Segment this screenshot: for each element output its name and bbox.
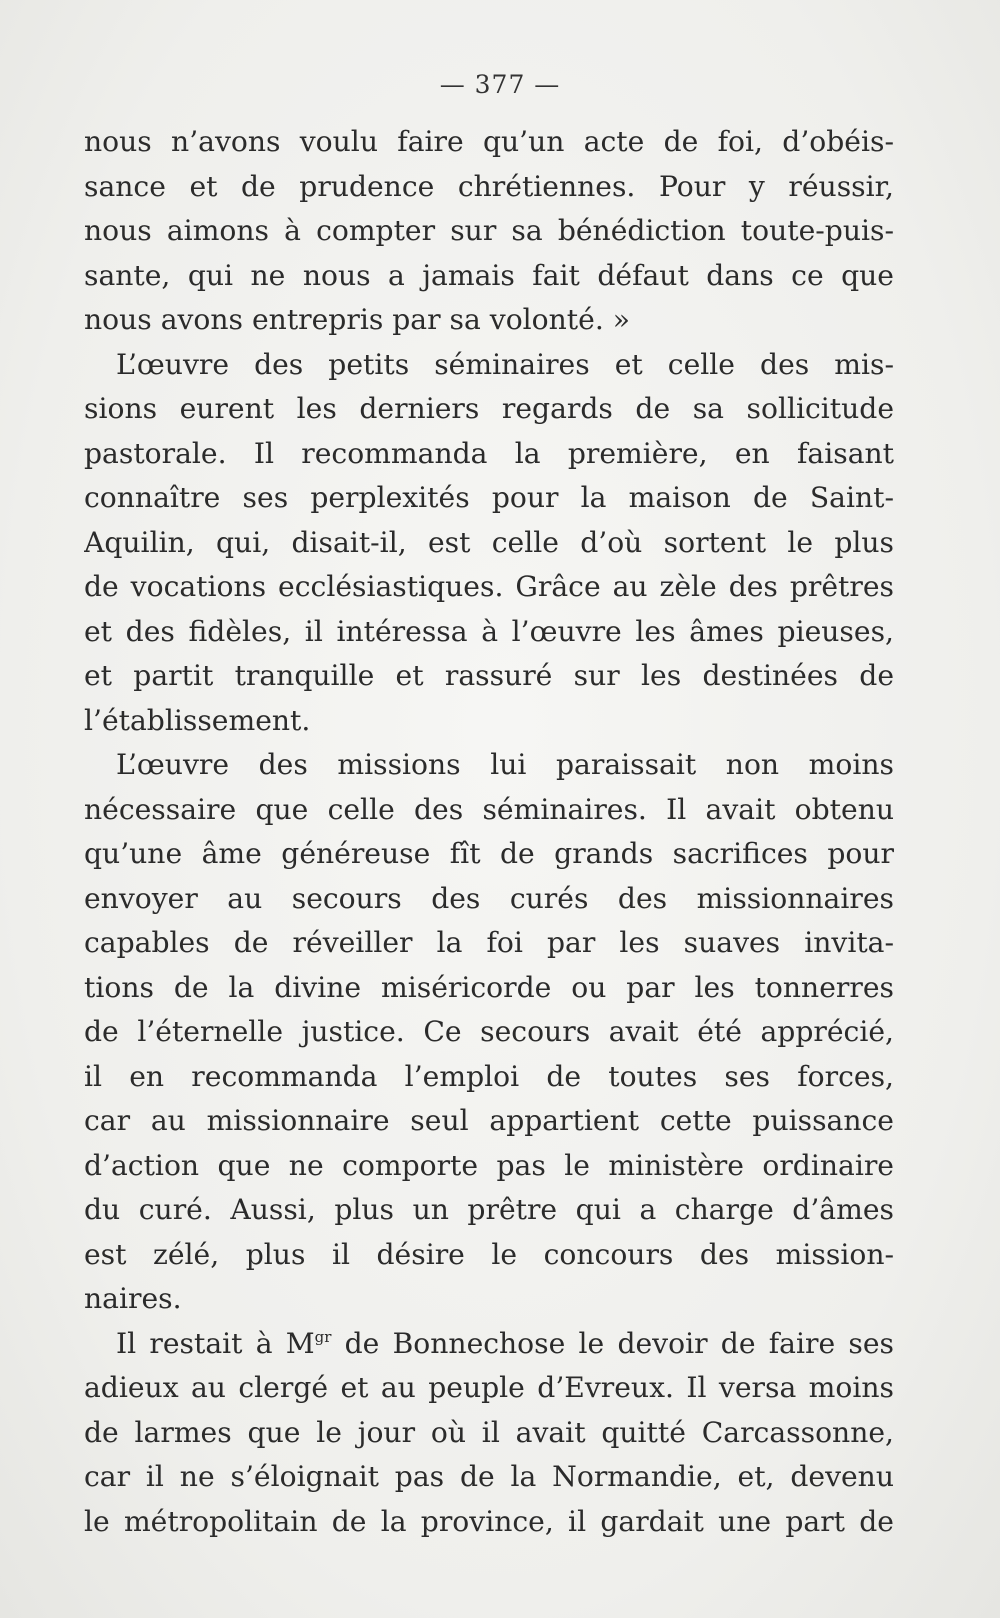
text-line-part: de Bonnechose le devoir de faire ses bbox=[331, 1326, 894, 1360]
text-line bbox=[84, 1322, 894, 1367]
superscript-abbrev: gr bbox=[314, 1327, 332, 1346]
text-line-part: Il restait à M bbox=[116, 1326, 315, 1360]
text-line: d’action que ne comporte pas le ministère ordinaire bbox=[84, 1148, 894, 1182]
text-line: sance et de prudence chrétiennes. Pour y réussir, bbox=[84, 169, 894, 203]
text-line: adieux au clergé et au peuple d’Evreux. Il versa moins bbox=[84, 1371, 894, 1404]
text-line: pastorale. Il recommanda la première, en faisant bbox=[84, 436, 894, 470]
text-line: nécessaire que celle des séminaires. Il avait obtenu bbox=[84, 792, 894, 826]
text-line: L’œuvre des petits séminaires et celle des mis- bbox=[116, 347, 894, 381]
text-line: il en recommanda l’emploi de toutes ses forces, bbox=[84, 1059, 894, 1093]
text-line: tions de la divine miséricorde ou par les tonnerres bbox=[84, 970, 894, 1004]
text-line: sante, qui ne nous a jamais fait défaut dans ce que bbox=[84, 258, 894, 292]
text-line: nous n’avons voulu faire qu’un acte de foi, d’obéis- bbox=[84, 125, 894, 158]
text-line: de l’éternelle justice. Ce secours avait été apprécié, bbox=[84, 1015, 894, 1048]
text-line: naires. bbox=[84, 1282, 182, 1315]
text-line: l’établissement. bbox=[84, 703, 311, 737]
text-line: car il ne s’éloignait pas de la Normandie, et, devenu bbox=[84, 1460, 894, 1493]
text-line: car au missionnaire seul appartient cette puissance bbox=[84, 1104, 894, 1137]
text-line: et des fidèles, il intéressa à l’œuvre les âmes pieuses, bbox=[84, 614, 894, 648]
text-line: et partit tranquille et rassuré sur les destinées de bbox=[84, 659, 894, 692]
text-line: du curé. Aussi, plus un prêtre qui a charge d’âmes bbox=[84, 1193, 894, 1226]
text-line: est zélé, plus il désire le concours des mission- bbox=[84, 1237, 894, 1271]
text-line: capables de réveiller la foi par les suaves invita- bbox=[84, 926, 894, 959]
text-line: qu’une âme généreuse fît de grands sacrifices pour bbox=[84, 837, 894, 870]
text-line: de larmes que le jour où il avait quitté Carcassonne, bbox=[84, 1415, 894, 1449]
text-line: le métropolitain de la province, il gardait une part de bbox=[84, 1504, 894, 1538]
text-line: nous aimons à compter sur sa bénédiction toute-puis- bbox=[84, 214, 894, 247]
text-line: envoyer au secours des curés des missionnaires bbox=[84, 881, 894, 915]
text-line: Aquilin, qui, disait-il, est celle d’où sortent le plus bbox=[84, 525, 894, 559]
text-line: sions eurent les derniers regards de sa sollicitude bbox=[84, 392, 894, 425]
body-text bbox=[84, 120, 894, 1544]
text-line: connaître ses perplexités pour la maison de Saint- bbox=[84, 481, 894, 514]
text-line: de vocations ecclésiastiques. Grâce au zèle des prêtres bbox=[84, 570, 894, 603]
page-number: — 377 — bbox=[439, 70, 561, 99]
text-line: L’œuvre des missions lui paraissait non moins bbox=[116, 748, 894, 781]
text-line: nous avons entrepris par sa volonté. » bbox=[84, 303, 630, 336]
